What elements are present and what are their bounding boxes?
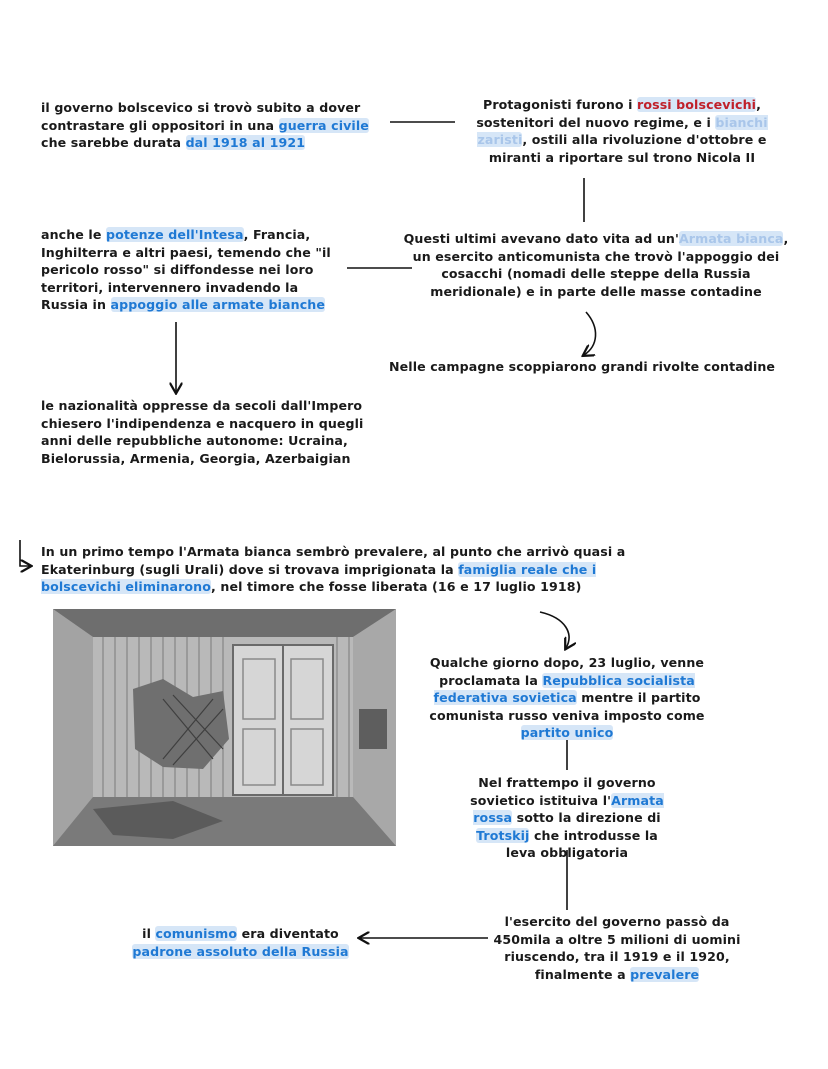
- note-armata-bianca: [402, 230, 790, 300]
- photo-illustration: [53, 609, 396, 846]
- note-text: anche le: [41, 227, 106, 242]
- arrow-b7-b8: [540, 612, 569, 648]
- keyword-dates: dal 1918 al 1921: [185, 135, 306, 150]
- note-text: , nel timore che fosse liberata (16 e 17 luglio 1918): [211, 579, 582, 594]
- keyword-armata-bianca: Armata bianca: [678, 231, 784, 246]
- keyword-guerra-civile: guerra civile: [278, 117, 369, 133]
- note-text: Qualche giorno dopo, 23 luglio, venne proclamata la: [429, 655, 705, 688]
- keyword-potenze-intesa: potenze dell'Intesa: [105, 227, 244, 242]
- keyword-rossi-bolscevichi: rossi bolscevichi: [637, 97, 757, 112]
- note-text: il governo bolscevico si trovò subito a dover contrastare gli oppositori in una: [41, 100, 361, 133]
- note-text: , sostenitori del nuovo regime, e i: [476, 97, 761, 130]
- note-text: Protagonisti furono i: [483, 97, 638, 112]
- note-text: che introdusse la leva obbligatoria: [505, 827, 658, 860]
- note-text: il: [142, 926, 156, 941]
- keyword-comunismo: comunismo: [155, 926, 238, 941]
- note-text: Nel frattempo il governo sovietico istituiva l': [470, 775, 656, 808]
- arrow-b4-b5: [584, 312, 596, 355]
- note-comunismo: [118, 925, 363, 960]
- keyword-armata-rossa: Armata rossa: [473, 792, 664, 825]
- keyword-trotskij: Trotskij: [476, 827, 530, 843]
- keyword-famiglia-reale: famiglia reale che i bolscevichi eliminarono: [41, 561, 597, 594]
- note-text: era diventato: [237, 926, 339, 941]
- note-esercito: [492, 913, 742, 983]
- arrow-to-b7: [20, 540, 30, 566]
- keyword-bianchi-zaristi: bianchi zaristi: [477, 114, 768, 147]
- note-nazionalita: [41, 397, 376, 467]
- note-text: mentre il partito comunista russo veniva imposto come: [429, 690, 705, 723]
- keyword-partito-unico: partito unico: [520, 725, 614, 740]
- note-text: sotto la direzione di: [512, 810, 661, 825]
- note-text: l'esercito del governo passò da 450mila a oltre 5 milioni di uomini riuscendo, tra il 1919 e il 1920, finalmente a: [493, 914, 741, 982]
- note-text: , ostili alla rivoluzione d'ottobre e miranti a riportare sul trono Nicola II: [488, 132, 767, 165]
- keyword-padrone-assoluto: padrone assoluto della Russia: [132, 943, 349, 959]
- photo-ekaterinburg-room: [53, 609, 396, 846]
- keyword-repubblica-socialista: Repubblica socialista federativa sovietica: [433, 672, 695, 705]
- note-text: , un esercito anticomunista che trovò l'appoggio dei cosacchi (nomadi delle steppe della Russia meridionale) e in parte delle masse contadine: [412, 231, 789, 299]
- note-text: le nazionalità oppresse da secoli dall'Impero chiesero l'indipendenza e nacquero in quegli anni delle repubbliche autonome: Ucraina, Bielorussia, Armenia, Georgia, Azerbaigian: [41, 398, 364, 466]
- note-text: In un primo tempo l'Armata bianca sembrò prevalere, al punto che arrivò quasi a Ekaterinburg (sugli Urali) dove si trovava imprigionata la: [41, 544, 626, 577]
- note-text: Questi ultimi avevano dato vita ad un': [403, 231, 679, 246]
- note-repubblica-socialista: [414, 654, 720, 742]
- note-guerra-civile: [41, 99, 376, 152]
- note-armata-rossa: [462, 774, 672, 862]
- note-protagonisti: [454, 96, 790, 166]
- note-text: che sarebbe durata: [41, 135, 186, 150]
- note-famiglia-reale: [41, 543, 651, 596]
- keyword-prevalere: prevalere: [630, 966, 700, 982]
- note-potenze-intesa: [41, 226, 341, 314]
- note-rivolte-contadine: [389, 358, 789, 376]
- note-text: Nelle campagne scoppiarono grandi rivolte contadine: [389, 359, 776, 374]
- note-text: , Francia, Inghilterra e altri paesi, temendo che "il pericolo rosso" si diffondesse nei loro territori, intervennero invadendo la Russia in: [41, 227, 331, 312]
- keyword-appoggio-armate-bianche: appoggio alle armate bianche: [110, 297, 325, 312]
